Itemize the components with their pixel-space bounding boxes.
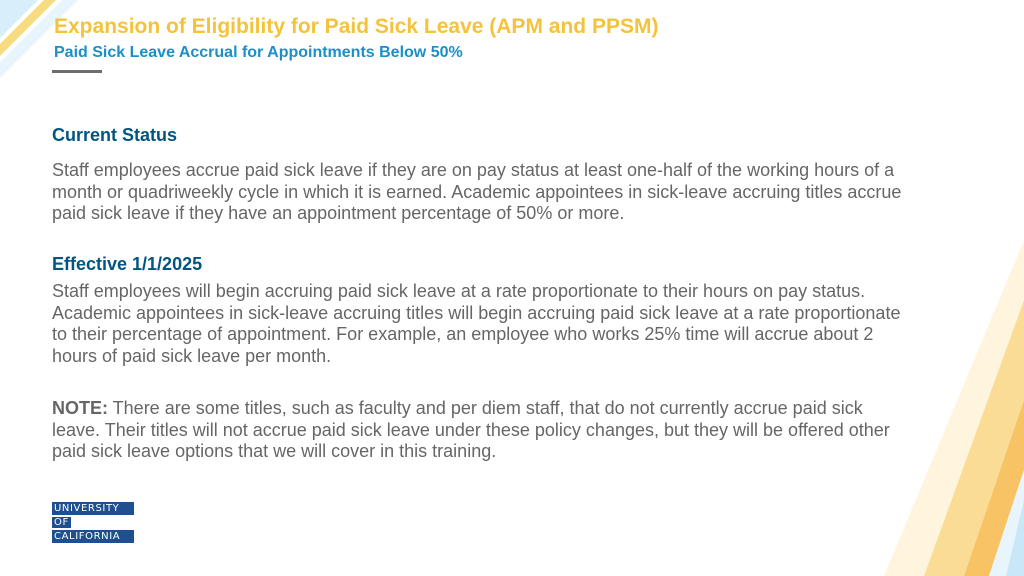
logo-line-university: UNIVERSITY <box>52 502 134 515</box>
section-heading-current-status: Current Status <box>52 125 178 145</box>
logo-line-california: CALIFORNIA <box>52 530 134 543</box>
section-heading-effective-date: Effective 1/1/2025 <box>52 254 203 274</box>
university-of-california-logo <box>52 502 134 543</box>
logo-line-of: OF <box>54 517 69 528</box>
page-subtitle: Paid Sick Leave Accrual for Appointments Below 50% <box>54 44 463 61</box>
page-title: Expansion of Eligibility for Paid Sick Leave (APM and PPSM) <box>54 15 659 38</box>
note-paragraph <box>52 398 912 463</box>
title-underline <box>52 70 102 73</box>
section-body-current-status: Staff employees accrue paid sick leave if they are on pay status at least one-half of the working hours of a month or quadriweekly cycle in which it is earned. Academic appointees in sick-leave accruing titles accrue paid sick leave if they have an appointment percentage of 50% or more. <box>52 160 902 223</box>
note-label: NOTE: <box>52 398 108 418</box>
section-body-effective-date: Staff employees will begin accruing paid sick leave at a rate proportionate to their hours on pay status. Academic appointees in sick-leave accruing titles will begin accruing paid sick leave at a rate proportionate to their percentage of appointment. For example, an employee who works 25% time will accrue about 2 hours of paid sick leave per month. <box>52 281 901 366</box>
note-body: There are some titles, such as faculty and per diem staff, that do not currently accrue paid sick leave. Their titles will not accrue paid sick leave under these policy changes, but they will be offered other paid sick leave options that we will cover in this training. <box>52 398 890 461</box>
